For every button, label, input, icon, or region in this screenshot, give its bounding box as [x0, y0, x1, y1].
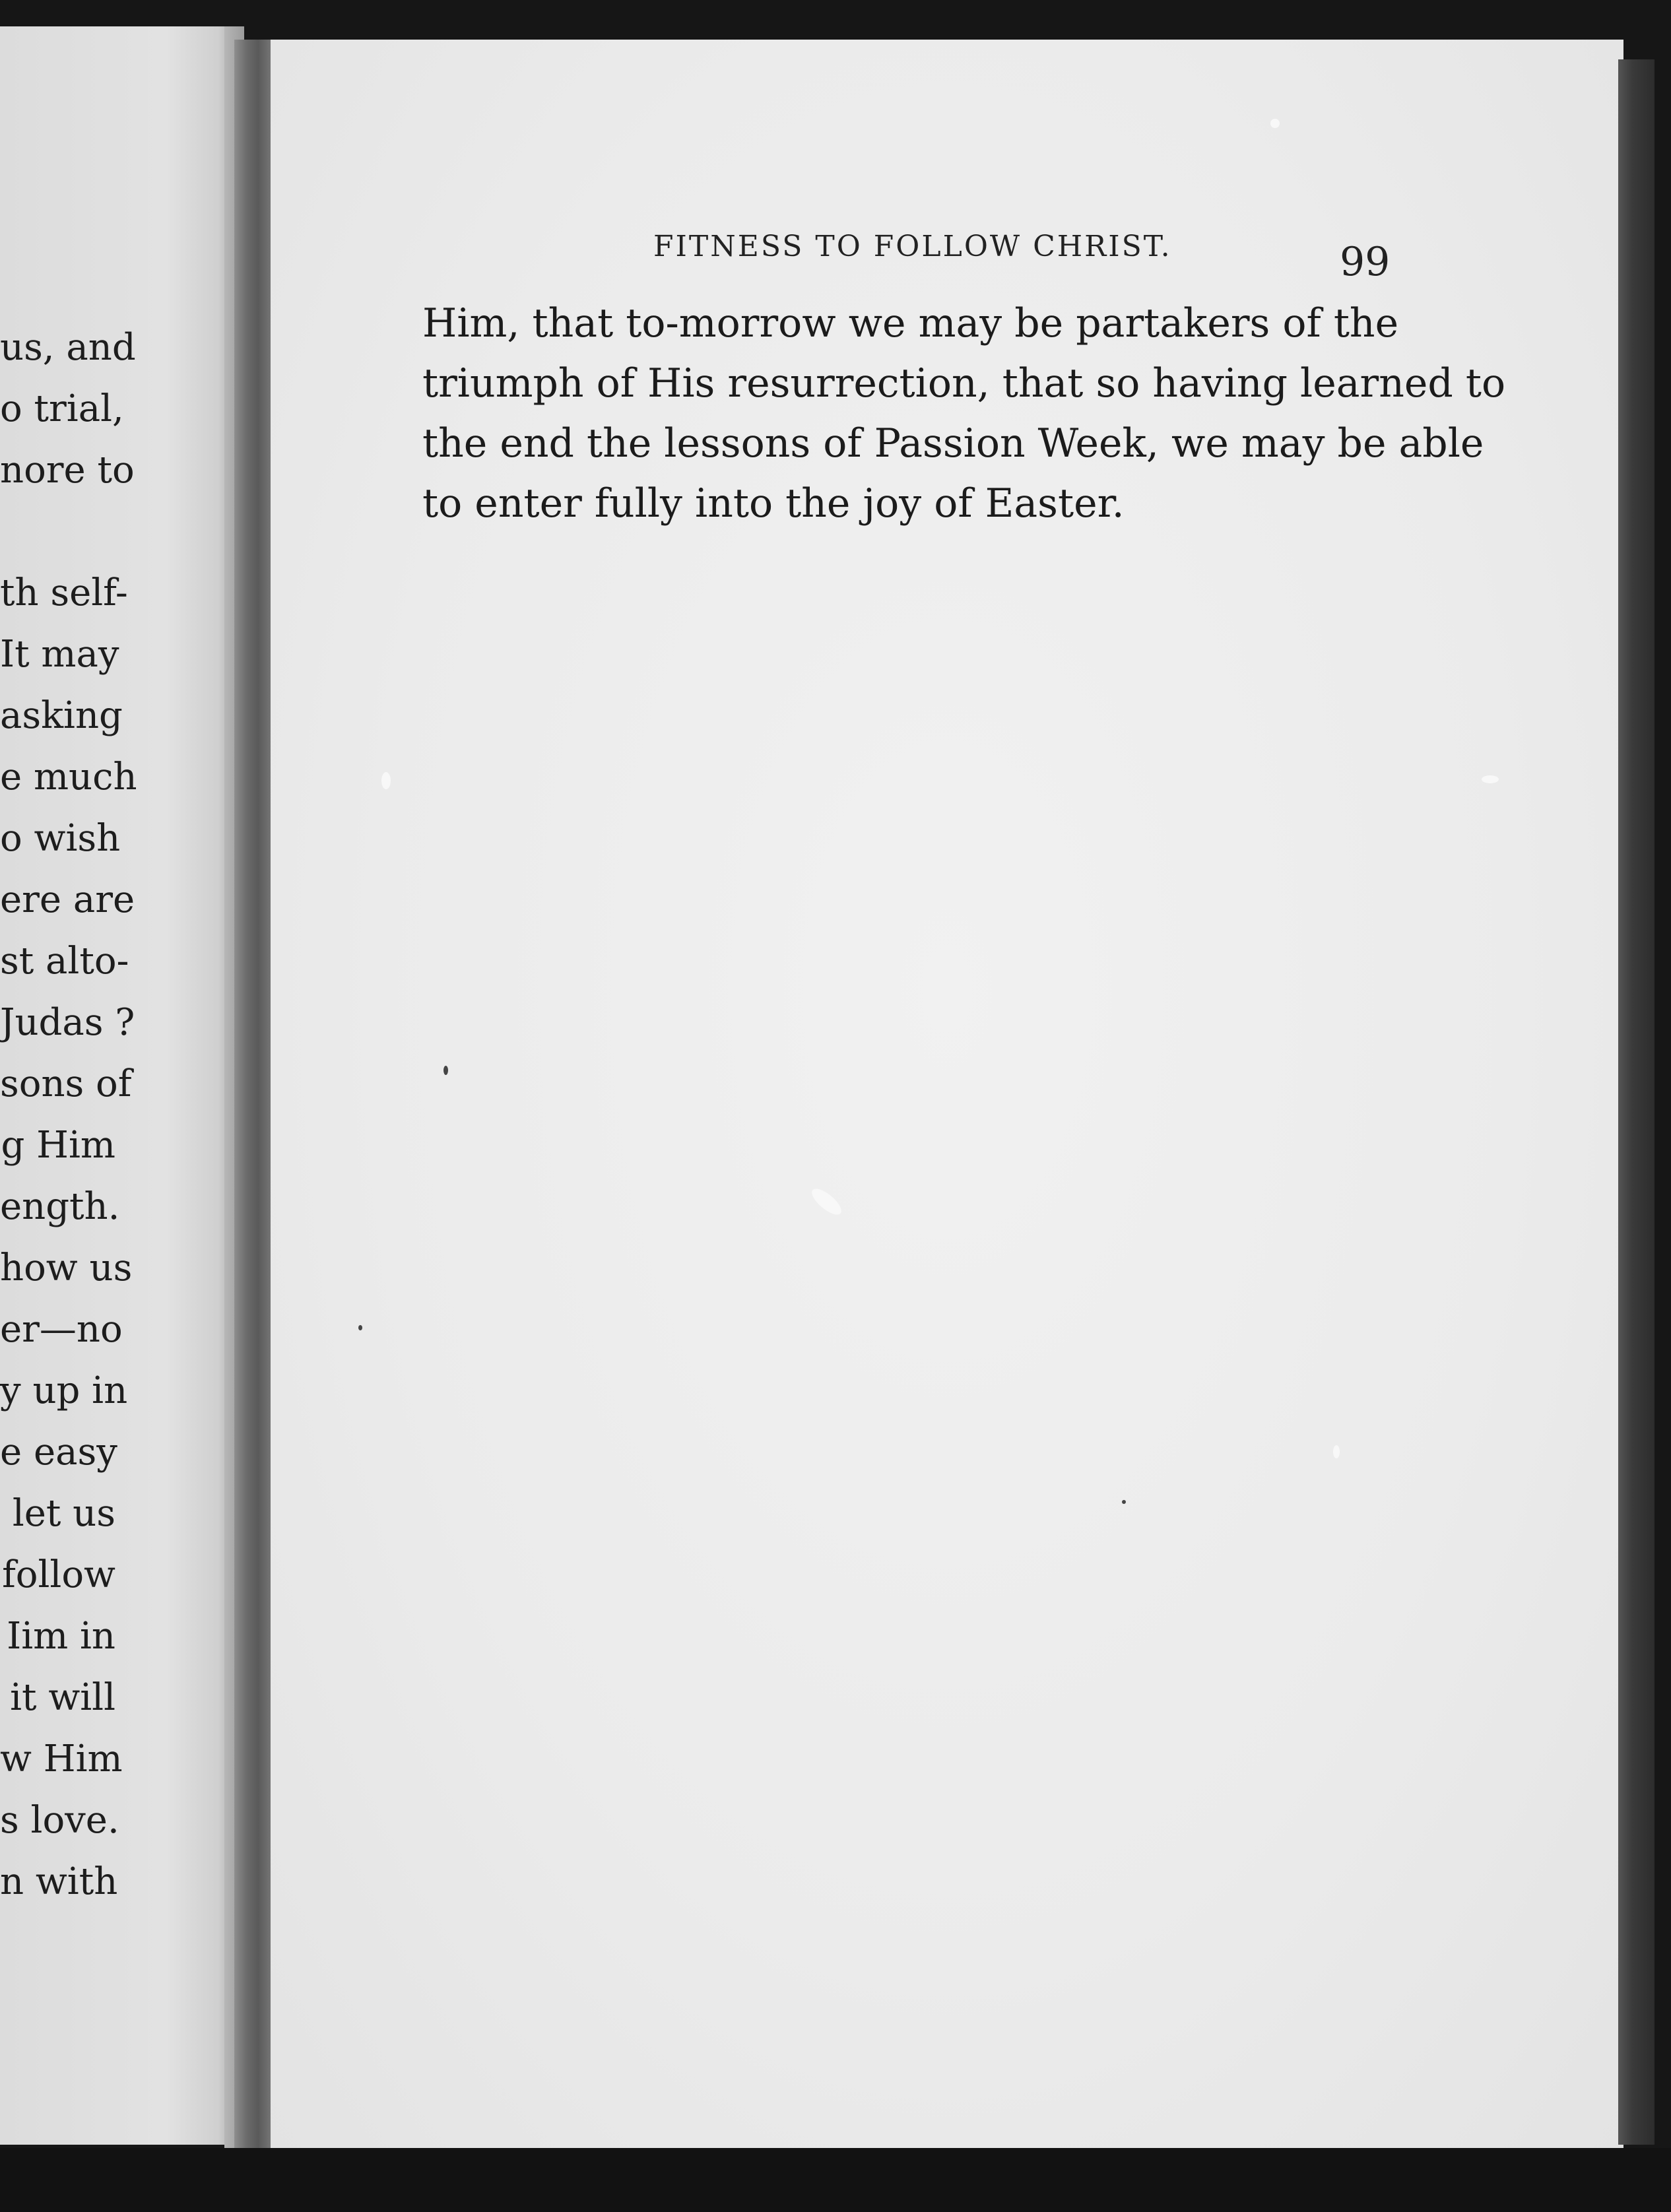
left-line: asking: [0, 694, 123, 737]
left-line: It may: [0, 633, 119, 676]
scanner-bed-edge: [0, 2148, 1671, 2212]
left-line: g Him: [1, 1124, 115, 1167]
previous-page-fragment: [0, 26, 238, 2145]
text-line: to enter fully into the joy of Easter.: [422, 480, 1125, 527]
left-line: o wish: [0, 817, 121, 860]
left-line: Judas ?: [0, 1001, 135, 1044]
page-number: 99: [1340, 239, 1391, 285]
scan-speck: [1122, 1500, 1126, 1504]
left-line: follow: [2, 1553, 115, 1596]
page-body-text: [422, 294, 1506, 534]
page-edge-stack: [1618, 59, 1655, 2145]
scan-speck: [443, 1066, 448, 1075]
left-line: e easy: [0, 1431, 117, 1474]
text-line: triumph of His resurrection, that so having learned to: [422, 360, 1506, 407]
left-line: ength.: [0, 1185, 120, 1228]
left-line: n with: [0, 1860, 118, 1903]
left-line: let us: [12, 1492, 115, 1535]
scan-speck: [1333, 1445, 1340, 1458]
scan-speck: [1270, 119, 1280, 128]
left-line: us, and: [0, 326, 136, 369]
left-line: how us: [0, 1247, 133, 1289]
left-line: w Him: [0, 1738, 123, 1780]
left-line: sons of: [0, 1062, 132, 1105]
scan-speck: [381, 772, 391, 789]
left-line: [0, 501, 115, 562]
running-head: FITNESS TO FOLLOW CHRIST.: [653, 230, 1172, 263]
left-line: o trial,: [0, 387, 124, 430]
left-line: nore to: [0, 449, 135, 492]
scan-speck: [1482, 775, 1499, 783]
scan-speck: [358, 1325, 362, 1330]
left-line: ere are: [0, 878, 135, 921]
book-gutter: [234, 40, 274, 2151]
text-line: Him, that to-morrow we may be partakers of the: [422, 300, 1399, 346]
text-line: the end the lessons of Passion Week, we may be able: [422, 420, 1484, 467]
previous-page-text: [0, 317, 137, 1912]
left-line: Iim in: [7, 1615, 115, 1658]
left-line: y up in: [0, 1369, 128, 1412]
left-line: st alto-: [0, 940, 129, 983]
left-line: er—no: [0, 1308, 123, 1351]
left-line: it will: [10, 1676, 115, 1719]
left-line: e much: [0, 756, 137, 798]
left-line: th self-: [0, 571, 128, 614]
left-line: s love.: [0, 1799, 119, 1842]
